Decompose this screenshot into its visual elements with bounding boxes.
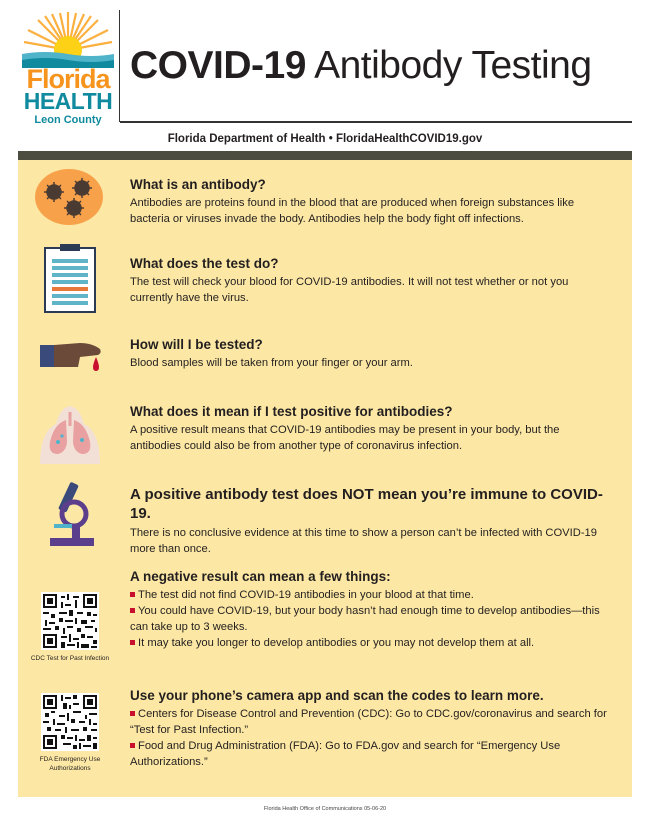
department-line: Florida Department of Health • FloridaHealthCOVID19.gov — [167, 133, 483, 145]
finger-blood-icon — [40, 335, 104, 375]
section-tested-heading: How will I be tested? — [130, 337, 263, 352]
footer-credit: Florida Health Office of Communications 05-06-20 — [263, 806, 387, 812]
florida-health-logo — [18, 10, 120, 126]
section-antibody-body: Antibodies are proteins found in the blood that are produced when foreign substances like bacteria or viruses invade the body. Antibodies help the body fight off infections. — [130, 197, 575, 225]
section-tested — [130, 336, 610, 371]
microscope-icon — [44, 480, 100, 552]
bullet-marker — [130, 743, 135, 748]
section-immune-body: There is no conclusive evidence at this time to show a person can’t be infected with COVID-19 more than once. — [130, 527, 598, 555]
bullet-marker — [130, 640, 135, 645]
section-positive-heading: What does it mean if I test positive for antibodies? — [130, 404, 453, 419]
clipboard-icon — [42, 243, 98, 315]
negative-bullet — [130, 635, 610, 651]
logo-health-text: HEALTH — [23, 88, 113, 114]
scan-bullet-text: Centers for Disease Control and Prevention (CDC): Go to CDC.gov/coronavirus and search for “Test for Past Infection.” — [130, 708, 607, 736]
logo-county-text: Leon County — [34, 114, 102, 126]
section-scan — [130, 687, 610, 770]
section-negative — [130, 568, 610, 651]
section-positive — [130, 403, 610, 454]
header-rule — [120, 121, 632, 123]
fda-qr-caption: FDA Emergency Use Authorizations — [39, 756, 101, 772]
cdc-qr-code[interactable] — [41, 592, 99, 650]
virus-icon — [30, 168, 108, 226]
scan-bullet-text: Food and Drug Administration (FDA): Go to FDA.gov and search for “Emergency Use Authorizations.” — [130, 740, 561, 768]
section-test-do-heading: What does the test do? — [130, 256, 279, 271]
scan-bullet — [130, 738, 610, 770]
scan-bullet — [130, 706, 610, 738]
fda-qr-code[interactable] — [41, 693, 99, 751]
bullet-marker — [130, 592, 135, 597]
cdc-qr-caption: CDC Test for Past Infection — [30, 655, 110, 662]
title-bold: COVID-19 — [130, 44, 306, 87]
section-scan-heading: Use your phone’s camera app and scan the codes to learn more. — [130, 688, 544, 703]
bullet-marker — [130, 608, 135, 613]
lungs-icon — [36, 402, 104, 464]
negative-bullet-text: It may take you longer to develop antibodies or you may not develop them at all. — [138, 637, 535, 649]
section-antibody — [130, 176, 610, 227]
title-light: Antibody Testing — [305, 44, 592, 87]
section-negative-heading: A negative result can mean a few things: — [130, 569, 391, 584]
section-positive-body: A positive result means that COVID-19 antibodies may be present in your body, but the antibodies could also be from another type of coronavirus infection. — [130, 424, 560, 452]
negative-bullet-text: You could have COVID-19, but your body hasn’t had enough time to develop antibodies—this can take up to 3 weeks. — [130, 605, 600, 633]
section-immune-heading: A positive antibody test does NOT mean you’re immune to COVID-19. — [130, 486, 603, 522]
section-test-do-body: The test will check your blood for COVID-19 antibodies. It will not test whether or not you currently have the virus. — [130, 276, 569, 304]
section-tested-body: Blood samples will be taken from your finger or your arm. — [130, 357, 413, 369]
bullet-marker — [130, 711, 135, 716]
section-antibody-heading: What is an antibody? — [130, 177, 266, 192]
sun-icon — [22, 10, 114, 68]
negative-bullet — [130, 603, 610, 635]
negative-bullet-text: The test did not find COVID-19 antibodies in your blood at that time. — [138, 589, 474, 601]
section-test-do — [130, 255, 610, 306]
logo-florida-text: Florida — [26, 64, 110, 94]
divider-band — [18, 151, 632, 160]
section-immune — [130, 485, 610, 557]
page-title — [130, 42, 592, 90]
negative-bullet — [130, 587, 610, 603]
